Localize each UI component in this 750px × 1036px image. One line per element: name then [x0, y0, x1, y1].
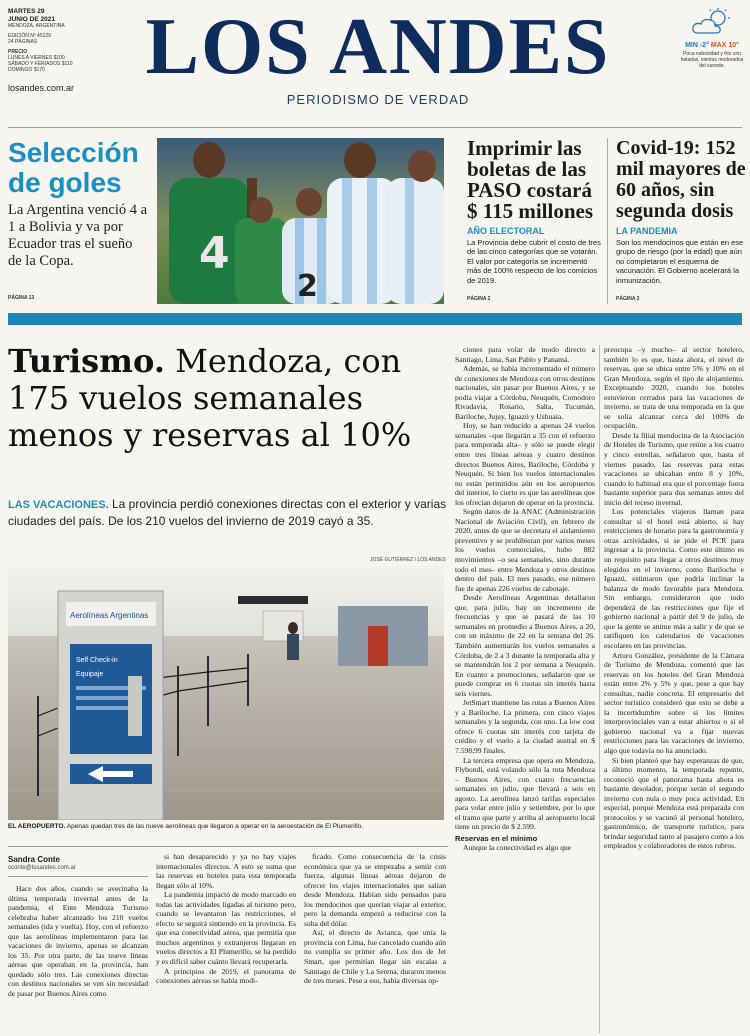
masthead-rule	[8, 127, 742, 128]
paso-headline[interactable]: Imprimir las boletas de las PASO costará $ 115 millones	[467, 136, 594, 223]
site-url[interactable]: losandes.com.ar	[8, 83, 75, 93]
paragraph: Según datos de la ANAC (Administración Nacional de Aviación Civil), en febrero de 2020, antes de que se decretara el aislamiento preventivo y se prohibieran por varios meses los vuelos comerciales, hubo 882 movimientos –o sea semanales, sino durante todo el mes– entre Mendoza y otros destinos dentro del país. El mes pasado, ese número fue de apenas 226 vuelos de cabotaje.	[455, 507, 595, 593]
football-photo-art	[157, 138, 444, 304]
airline-sign-line2: Equipaje	[76, 671, 104, 678]
main-headline-lead: Turismo.	[8, 342, 165, 380]
section-band	[8, 313, 742, 325]
paragraph: Hoy, se han reducido a apenas 24 vuelos semanales –que llegarán a 35 con el refuerzo para temporada alta– y sólo se puede elegir entre tres líneas aéreas y cuatro destinos directos Buenos Aires, Bariloche, Córdoba y Neuquén. Si bien los vuelos internacionales no están permitidos aún en los aeropuertos del interior, lo cierto es que las aerolíneas que los ofrecían dejaron de operar en la provincia.	[455, 421, 595, 507]
paragraph: Arturo González, presidente de la Cámara de Turismo de Mendoza, comentó que las reservas en los hoteles del Gran Mendoza están entre 2% y 5% y que, pese a que hay consultas, nadie concreta. El empresario del sector turístico consideró que esto se debe a la incertidumbre sobre si los límites interprovinciales van a estar abiertos o si el gobierno nacional va a fijar nuevas restricciones para las vacaciones de invierno, algo que todavía no ha anunciado.	[604, 650, 744, 755]
paragraph: A principios de 2019, el panorama de conexiones aéreas se había modi-	[156, 966, 296, 986]
paso-page-ref: PÁGINA 2	[467, 296, 491, 302]
article-column-1	[8, 884, 148, 1034]
price-weekday: LUNES A VIERNES $100	[8, 55, 65, 61]
temp-min: MIN -2°	[685, 42, 709, 49]
price-saturday: SÁBADO Y FERIADOS $110	[8, 61, 73, 67]
paso-summary: La Provincia debe cubrir el costo de tres de las cinco categorías que se votarán. El valor por categoría se incrementó más de 100% respecto de los comicios de 2019.	[467, 238, 601, 285]
photo-caption	[8, 823, 448, 831]
covid-kicker: LA PANDEMIA	[616, 226, 678, 236]
article-column-3	[304, 852, 446, 1034]
caption-text: Apenas quedan tres de las nueve aerolíneas que llegaron a operar en la aeroestación de El Plumerillo.	[65, 823, 364, 830]
paragraph: Desde la filial mendocina de la Asociación de Hoteles de Turismo, que reúne a los cuatro y cinco estrellas, señalaron que, hasta el viernes pasado, las reservas para estas vacaciones se ubicaban entre 8 y 10%, cuando lo habitual era que el porcentaje fuera bastante superior para dos semanas antes del inicio del receso invernal.	[604, 430, 744, 507]
football-photo	[157, 138, 444, 304]
paragraph: JetSmart mantiene las rutas a Buenos Aires y a Bariloche. La primera, con cinco viajes semanales y la segunda, con uno. La low cost ofrece 6 cuotas sin interés con tarjeta de crédito y el vuelo a la ciudad austral en $ 7.598,99 finales.	[455, 698, 595, 755]
weather-box	[680, 8, 744, 69]
issue-edition: EDICIÓN Nº 45129	[8, 33, 51, 39]
covid-summary: Son los mendocinos que están en ese grupo de riesgo (por la edad) que aún no completaron el esquema de vacunación. El Gobierno acelerará la inmunización.	[616, 238, 744, 285]
tagline: PERIODISMO DE VERDAD	[286, 92, 470, 107]
paragraph: si han desaparecido y ya no hay viajes internacionales directos. A esto se suma que las reservas en hoteles para esta temporada llegan sólo al 10%.	[156, 852, 296, 890]
weather-temps	[680, 42, 744, 49]
main-deck-kicker: LAS VACACIONES.	[8, 499, 109, 511]
covid-page-ref: PÁGINA 3	[616, 296, 640, 302]
price-sunday: DOMINGO $170	[8, 67, 45, 73]
paragraph: Si bien planteó que hay esperanzas de que, a último momento, la temporada repunte, reconoció que el panorama hasta ahora es bastante desolador, porque serán el segundo invierno con nula o muy poca actividad. En especial, porque Mendoza está preparada con protocolos y se vacunó al personal hotelero, gastronómico, de transporte turístico, para brindar seguridad tanto al pasajero como a los empleados y colaboradores de estos rubros.	[604, 755, 744, 851]
article-column-5	[604, 345, 744, 1034]
temp-max: MAX 10°	[710, 42, 739, 49]
byline-rule	[8, 876, 148, 877]
paragraph: Desde Aerolíneas Argentinas detallaron que, para julio, hay un incremento de frecuencias y que se pasará de las 10 semanales en promedio a Buenos Aires, a 20, con un máximo de 22 en la semana del 26. También aumentarán los vuelos semanales a Córdoba, de 2 a 3 durante la temporada alta y se mantendrán los 2 por semana a Neuquén. En cuanto a promociones, señalaron que se puede comprar en 6 cuotas sin interés hasta seis viernes.	[455, 593, 595, 698]
subheading: Reservas en el mínimo	[455, 833, 538, 843]
byline	[8, 855, 148, 871]
column-divider	[599, 345, 600, 1033]
airline-sign-brand: Aerolíneas Argentinas	[70, 611, 149, 620]
main-headline-rest: Mendoza, con 175 vuelos semanales menos y reservas al 10%	[8, 342, 412, 454]
weather-desc: Poca nubosidad y frío con heladas, vientos moderados del sureste.	[680, 51, 744, 69]
author-email[interactable]: sconte@losandes.com.ar	[8, 865, 76, 871]
paragraph: Aunque la conectividad es algo que	[463, 843, 572, 853]
svg-text:4: 4	[199, 228, 230, 279]
column-divider	[607, 138, 608, 304]
main-deck-text: La provincia perdió conexiones directas con el exterior y varias ciudades del país. De los 210 vuelos del invierno de 2019 cayó a 35.	[8, 497, 447, 528]
seleccion-headline[interactable]: Selección de goles	[8, 137, 139, 198]
photo-credit: JOSÉ GUTIÉRREZ / LOS ANDES	[370, 557, 446, 563]
paragraph: ciones para volar de modo directo a Santiago, Lima, San Pablo y Panamá.	[455, 345, 595, 364]
airport-photo	[8, 566, 444, 820]
article-column-4	[455, 345, 595, 1034]
author-name: Sandra Conte	[8, 855, 61, 864]
paragraph: La pandemia impactó de modo marcado en todas las actividades ligadas al turismo pero, cuando se levantaron las restricciones, el efecto se seguirá sintiendo en la provincia. Es que esa conectividad aérea, que permitía que muchos argentinos y extranjeros llegaran en vuelos directos a El Plumerillo, se ha perdido y es difícil saber cuánto llevará recuperarla.	[156, 890, 296, 967]
seleccion-page-ref: PÁGINA 13	[8, 295, 35, 301]
newspaper-logo: LOS ANDES	[145, 3, 611, 91]
caption-rule	[8, 846, 448, 847]
main-headline[interactable]	[8, 343, 448, 454]
caption-kicker: EL AEROPUERTO.	[8, 823, 66, 830]
seleccion-summary: La Argentina venció 4 a 1 a Bolivia y va por Ecuador tras el sueño de la Copa.	[8, 202, 148, 269]
covid-headline[interactable]: Covid-19: 152 mil mayores de 60 años, sin segunda dosis	[616, 137, 746, 222]
airline-sign-line1: Self Check-in	[76, 657, 118, 664]
article-column-2	[156, 852, 296, 1034]
paragraph: Además, se había incrementado el número de conexiones de Mendoza con otros destinos nacionales, sin pasar por Buenos Aires, y se podía viajar a Córdoba, Neuquén, Comodoro Rivadavia, Rosario, Salta, Tucumán, Bariloche, Jujuy, Iguazú y Ushuaia.	[455, 364, 595, 421]
paragraph: Hace dos años, cuando se avecinaba la última temporada invernal antes de la pandemia, el Ente Mendoza Turismo celebraba haber alcanzado los 210 vuelos semanales (ida y vuelta). Hoy, con el refuerzo que las aerolíneas implementaron para las vacaciones de invierno, apenas se alcanzan los 35. Por otra parte, de las nueve líneas aéreas que operaban en la provincia, han quedado sólo tres. Las conexiones directas con destinos nacionales se ven sin necesidad de pasar por Buenos Aires como	[8, 884, 148, 999]
paragraph: ficado. Como consecuencia de la crisis económica que ya se empezaba a sentir con fuerza, algunas líneas aéreas dejaron de ofrecer los viajes internacionales que salían desde Mendoza. Habían sido pensados para los mendocinos que querían viajar al exterior, pero la demanda empezó a reducirse con la suba del dólar.	[304, 852, 446, 928]
paragraph: Los potenciales viajeros llaman para consultar si el hotel está abierto, si hay restricciones de horario para la gastronomía y otras actividades, si se pide el PCR para ingresar a la provincia. Como este último es un requisito para llegar a otros destinos muy elegidos en el invierno, como Bariloche e Iguazú, estimaron que podría inclinar la balanza de modo favorable para Mendoza. Sin embargo, consideraron que todo dependerá de las restricciones que fije el gobierno nacional a partir del 9 de julio, de que la gente se anime más a salir y de que se ratifiquen los calendarios de vacaciones escolares en las provincias.	[604, 507, 744, 650]
main-deck	[8, 496, 448, 529]
cloud-sun-icon	[690, 8, 734, 36]
paragraph: Así, el directo de Avianca, que unía la provincia con Lima, fue cancelado cuando aún no cumplía su primer año. Los dos de Jet Smart, que permitían llegar sin escalas a Santiago de Chile y La Serena, duraron menos de tres meses. Pese a eso, había diversas op-	[304, 928, 446, 986]
issue-date: MARTES 29 JUNIO DE 2021	[8, 8, 55, 23]
issue-city: MENDOZA, ARGENTINA	[8, 23, 65, 29]
paragraph: preocupa –y mucho– al sector hotelero, también lo es que, hasta ahora, el nivel de reservas, que se ubica entre 5% y 10% en el Gran Mendoza, según el tipo de alojamiento. Exceptuando 2020, cuando los hoteles estuvieron cerrados para las vacaciones de invierno, se trata de una temporada en la que se solía alcanzar cerca del 100% de ocupación.	[604, 345, 744, 431]
price-label: PRECIO	[8, 49, 28, 55]
paragraph: La tercera empresa que opera en Mendoza, Flybondi, está volando sólo la ruta Mendoza – Buenos Aires, con cuatro frecuencias semanales en julio, que llevará a seis en agosto. La aerolínea lanzó tarifas especiales para volar entre julio y setiembre, por lo que el tramo que parte y arriba al aeropuerto local tiene un precio de $ 2.599.	[455, 755, 595, 832]
masthead-info	[8, 8, 108, 93]
svg-text:2: 2	[297, 269, 318, 304]
airport-photo-art	[8, 566, 444, 820]
paso-kicker: AÑO ELECTORAL	[467, 226, 545, 236]
issue-pages: 24 PÁGINAS	[8, 39, 38, 45]
